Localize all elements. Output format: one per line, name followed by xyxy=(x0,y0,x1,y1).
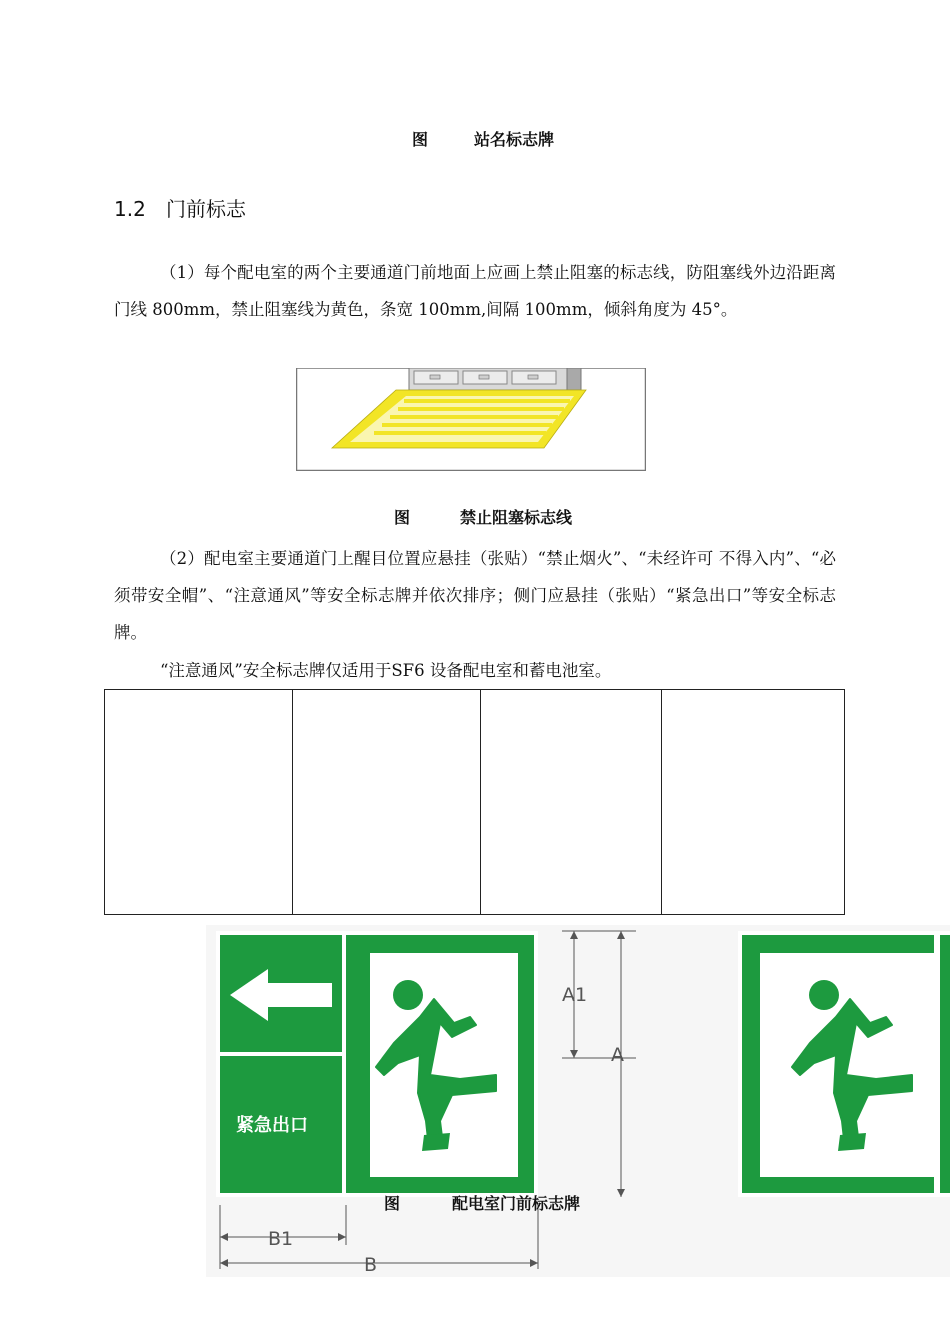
dimension-label-b1: B1 xyxy=(268,1228,294,1250)
exit-sign-left xyxy=(216,931,538,1197)
figure-label: 图 xyxy=(394,508,411,527)
figure-title: 配电室门前标志牌 xyxy=(452,1194,581,1213)
table-cell xyxy=(105,690,293,915)
dimension-label-b: B xyxy=(364,1254,378,1276)
table-row xyxy=(105,690,845,915)
dimension-label-a: A xyxy=(611,1044,624,1066)
figure-label: 图 xyxy=(384,1194,401,1213)
cabinet-illustration xyxy=(409,368,581,390)
table-cell xyxy=(481,690,662,915)
section-heading xyxy=(114,193,246,222)
paragraph-2: （2）配电室主要通道门上醒目位置应悬挂（张贴）“禁止烟火”、“未经许可 不得入内”、“必须带安全帽”、“注意通风”等安全标志牌并依次排序；侧门应悬挂（张贴）“紧急出口”等安全标志牌。 xyxy=(114,549,836,642)
paragraph-1: （1）每个配电室的两个主要通道门前地面上应画上禁止阻塞的标志线，防阻塞线外边沿距离门线 800mm，禁止阻塞线为黄色，条宽 100mm,间隔 100mm，倾斜角度为 45°。 xyxy=(114,263,836,319)
section-number: 1.2 xyxy=(114,197,146,221)
exit-sign-label: 紧急出口 xyxy=(236,1115,308,1136)
safety-sign-table xyxy=(104,689,845,915)
figure-label: 图 xyxy=(412,130,429,149)
dimension-label-a1: A1 xyxy=(562,984,588,1006)
table-cell xyxy=(662,690,845,915)
exit-sign-right xyxy=(738,931,950,1197)
section-title: 门前标志 xyxy=(166,197,246,221)
figure-caption-door-signs xyxy=(384,1191,580,1214)
no-block-line-figure xyxy=(296,368,646,471)
table-cell xyxy=(293,690,481,915)
figure-title: 禁止阻塞标志线 xyxy=(460,508,573,527)
emergency-exit-sign-figure xyxy=(206,925,950,1277)
paragraph-3: “注意通风”安全标志牌仅适用于SF6 设备配电室和蓄电池室。 xyxy=(160,661,612,680)
figure-title: 站名标志牌 xyxy=(474,130,555,149)
figure-caption-no-block-line xyxy=(394,505,572,528)
figure-caption-station-sign xyxy=(412,127,554,150)
